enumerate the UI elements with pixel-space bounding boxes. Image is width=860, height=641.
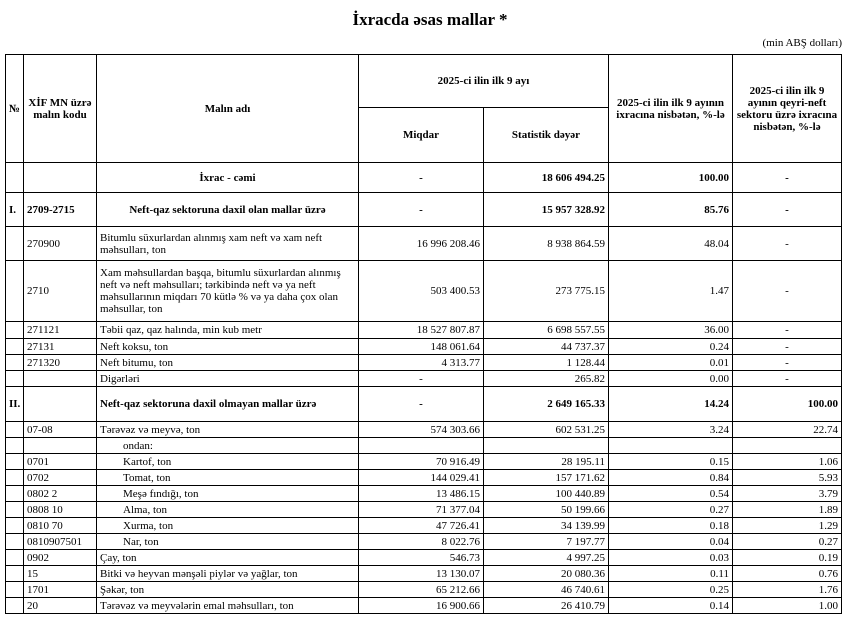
table-row — [6, 355, 842, 371]
row-quantity: 13 486.15 — [359, 486, 484, 502]
row-nonoil-share: 5.93 — [733, 470, 842, 486]
table-row — [6, 261, 842, 322]
row-share: 85.76 — [609, 193, 733, 227]
row-share: 0.04 — [609, 534, 733, 550]
row-share: 0.00 — [609, 371, 733, 387]
row-name: ondan: — [97, 438, 359, 454]
table-row — [6, 470, 842, 486]
table-row — [6, 582, 842, 598]
row-number: I. — [6, 193, 24, 227]
row-number — [6, 470, 24, 486]
row-quantity: - — [359, 387, 484, 422]
table-row — [6, 387, 842, 422]
row-share: 48.04 — [609, 227, 733, 261]
row-value: 50 199.66 — [484, 502, 609, 518]
row-name: Neft-qaz sektoruna daxil olmayan mallar üzrə — [97, 387, 359, 422]
table-row — [6, 322, 842, 339]
row-nonoil-share: 1.76 — [733, 582, 842, 598]
row-code: 2709-2715 — [24, 193, 97, 227]
row-number — [6, 566, 24, 582]
row-quantity: 13 130.07 — [359, 566, 484, 582]
row-share: 0.27 — [609, 502, 733, 518]
row-quantity: 70 916.49 — [359, 454, 484, 470]
page-title: İxracda əsas mallar * — [352, 10, 508, 29]
row-value: 7 197.77 — [484, 534, 609, 550]
row-name: Xurma, ton — [97, 518, 359, 534]
row-share: 0.18 — [609, 518, 733, 534]
row-code: 0810907501 — [24, 534, 97, 550]
row-number — [6, 227, 24, 261]
row-value: 2 649 165.33 — [484, 387, 609, 422]
row-value: 34 139.99 — [484, 518, 609, 534]
row-code — [24, 371, 97, 387]
row-name: Xam məhsullardan başqa, bitumlu süxurlardan alınmış neft və neft məhsulları; tərkibində neft və ya neft məhsullarının miqdarı 70 kütlə % və ya daha çox olan məhsullar, ton — [97, 261, 359, 322]
row-name: Tomat, ton — [97, 470, 359, 486]
table-row — [6, 339, 842, 355]
row-share: 0.11 — [609, 566, 733, 582]
row-name: Neft bitumu, ton — [97, 355, 359, 371]
row-name: Çay, ton — [97, 550, 359, 566]
row-name: Şəkər, ton — [97, 582, 359, 598]
row-number: II. — [6, 387, 24, 422]
row-value: 18 606 494.25 — [484, 163, 609, 193]
row-share: 0.15 — [609, 454, 733, 470]
row-quantity: 16 900.66 — [359, 598, 484, 614]
row-name: Tərəvəz və meyvə, ton — [97, 422, 359, 438]
row-quantity: 47 726.41 — [359, 518, 484, 534]
row-share: 1.47 — [609, 261, 733, 322]
row-quantity: 148 061.64 — [359, 339, 484, 355]
row-share: 0.25 — [609, 582, 733, 598]
row-code: 1701 — [24, 582, 97, 598]
header-quantity: Miqdar — [359, 108, 484, 163]
row-number — [6, 163, 24, 193]
row-share: 0.01 — [609, 355, 733, 371]
row-code: 2710 — [24, 261, 97, 322]
header-nonoil-share: 2025-ci ilin ilk 9 ayının qeyri-neft sektoru üzrə ixracına nisbətən, %-lə — [733, 55, 842, 163]
row-nonoil-share: - — [733, 227, 842, 261]
row-name: Alma, ton — [97, 502, 359, 518]
row-nonoil-share: - — [733, 371, 842, 387]
table-body — [6, 163, 842, 614]
row-number — [6, 534, 24, 550]
row-quantity: 65 212.66 — [359, 582, 484, 598]
row-value: 157 171.62 — [484, 470, 609, 486]
row-share: 0.14 — [609, 598, 733, 614]
row-quantity: 18 527 807.87 — [359, 322, 484, 339]
header-no: № — [6, 55, 24, 163]
row-code: 15 — [24, 566, 97, 582]
header-name: Malın adı — [97, 55, 359, 163]
row-code — [24, 387, 97, 422]
table-row — [6, 550, 842, 566]
row-number — [6, 339, 24, 355]
row-nonoil-share: 1.00 — [733, 598, 842, 614]
row-name: Meşə fındığı, ton — [97, 486, 359, 502]
table-row — [6, 486, 842, 502]
row-number — [6, 582, 24, 598]
row-share: 36.00 — [609, 322, 733, 339]
row-quantity: 4 313.77 — [359, 355, 484, 371]
row-name: Neft koksu, ton — [97, 339, 359, 355]
row-code: 0902 — [24, 550, 97, 566]
row-code: 270900 — [24, 227, 97, 261]
table-row — [6, 438, 842, 454]
table-row — [6, 534, 842, 550]
row-value: 6 698 557.55 — [484, 322, 609, 339]
row-share: 14.24 — [609, 387, 733, 422]
row-quantity: 574 303.66 — [359, 422, 484, 438]
row-quantity: 16 996 208.46 — [359, 227, 484, 261]
row-number — [6, 322, 24, 339]
table-row — [6, 227, 842, 261]
row-number — [6, 438, 24, 454]
row-quantity: 8 022.76 — [359, 534, 484, 550]
row-number — [6, 502, 24, 518]
row-name: Nar, ton — [97, 534, 359, 550]
row-code — [24, 438, 97, 454]
table-row — [6, 502, 842, 518]
row-nonoil-share: - — [733, 193, 842, 227]
row-nonoil-share: 0.19 — [733, 550, 842, 566]
row-name: Bitki və heyvan mənşəli piylər və yağlar, ton — [97, 566, 359, 582]
row-value: 1 128.44 — [484, 355, 609, 371]
row-nonoil-share: 22.74 — [733, 422, 842, 438]
row-nonoil-share: 100.00 — [733, 387, 842, 422]
table-row — [6, 518, 842, 534]
row-number — [6, 598, 24, 614]
table-row — [6, 163, 842, 193]
row-name: Bitumlu süxurlardan alınmış xam neft və xam neft məhsulları, ton — [97, 227, 359, 261]
row-quantity: 71 377.04 — [359, 502, 484, 518]
row-nonoil-share: 1.06 — [733, 454, 842, 470]
row-value: 273 775.15 — [484, 261, 609, 322]
row-value: 46 740.61 — [484, 582, 609, 598]
row-code — [24, 163, 97, 193]
row-nonoil-share: - — [733, 339, 842, 355]
row-quantity: - — [359, 371, 484, 387]
row-nonoil-share: 0.27 — [733, 534, 842, 550]
row-number — [6, 371, 24, 387]
row-quantity: 144 029.41 — [359, 470, 484, 486]
row-code: 271121 — [24, 322, 97, 339]
row-number — [6, 422, 24, 438]
row-code: 20 — [24, 598, 97, 614]
row-nonoil-share: 1.29 — [733, 518, 842, 534]
row-nonoil-share: - — [733, 261, 842, 322]
row-name: Təbii qaz, qaz halında, min kub metr — [97, 322, 359, 339]
row-quantity: 546.73 — [359, 550, 484, 566]
row-code: 0702 — [24, 470, 97, 486]
row-value: 20 080.36 — [484, 566, 609, 582]
row-share: 100.00 — [609, 163, 733, 193]
row-share: 0.03 — [609, 550, 733, 566]
row-value: 26 410.79 — [484, 598, 609, 614]
row-quantity: - — [359, 193, 484, 227]
table-row — [6, 371, 842, 387]
table-row — [6, 422, 842, 438]
row-share: 3.24 — [609, 422, 733, 438]
row-number — [6, 261, 24, 322]
row-value: 100 440.89 — [484, 486, 609, 502]
table-row — [6, 454, 842, 470]
row-share: 0.24 — [609, 339, 733, 355]
row-nonoil-share: 0.76 — [733, 566, 842, 582]
row-nonoil-share: - — [733, 322, 842, 339]
row-number — [6, 486, 24, 502]
row-value: 602 531.25 — [484, 422, 609, 438]
row-number — [6, 518, 24, 534]
row-value: 4 997.25 — [484, 550, 609, 566]
row-number — [6, 550, 24, 566]
row-nonoil-share: - — [733, 355, 842, 371]
header-code: XİF MN üzrə malın kodu — [24, 55, 97, 163]
row-name: Neft-qaz sektoruna daxil olan mallar üzrə — [97, 193, 359, 227]
table-row — [6, 566, 842, 582]
row-code: 0701 — [24, 454, 97, 470]
row-name: Tərəvəz və meyvələrin emal məhsulları, ton — [97, 598, 359, 614]
row-share — [609, 438, 733, 454]
header-period: 2025-ci ilin ilk 9 ayı — [359, 55, 609, 108]
row-nonoil-share: 1.89 — [733, 502, 842, 518]
row-value: 28 195.11 — [484, 454, 609, 470]
row-code: 0810 70 — [24, 518, 97, 534]
unit-note: (min ABŞ dolları) — [762, 37, 842, 49]
row-name: İxrac - cəmi — [97, 163, 359, 193]
row-value — [484, 438, 609, 454]
row-nonoil-share: - — [733, 163, 842, 193]
row-nonoil-share — [733, 438, 842, 454]
row-name: Digərləri — [97, 371, 359, 387]
row-share: 0.84 — [609, 470, 733, 486]
row-value: 15 957 328.92 — [484, 193, 609, 227]
row-code: 27131 — [24, 339, 97, 355]
row-value: 265.82 — [484, 371, 609, 387]
row-share: 0.54 — [609, 486, 733, 502]
row-quantity: - — [359, 163, 484, 193]
exports-table — [5, 54, 842, 614]
row-quantity — [359, 438, 484, 454]
row-name: Kartof, ton — [97, 454, 359, 470]
row-quantity: 503 400.53 — [359, 261, 484, 322]
header-share: 2025-ci ilin ilk 9 ayının ixracına nisbətən, %-lə — [609, 55, 733, 163]
table-row — [6, 598, 842, 614]
row-nonoil-share: 3.79 — [733, 486, 842, 502]
row-value: 8 938 864.59 — [484, 227, 609, 261]
row-code: 0802 2 — [24, 486, 97, 502]
header-statistical-value: Statistik dəyər — [484, 108, 609, 163]
row-number — [6, 355, 24, 371]
row-value: 44 737.37 — [484, 339, 609, 355]
row-code: 07-08 — [24, 422, 97, 438]
row-code: 0808 10 — [24, 502, 97, 518]
row-code: 271320 — [24, 355, 97, 371]
table-row — [6, 193, 842, 227]
row-number — [6, 454, 24, 470]
